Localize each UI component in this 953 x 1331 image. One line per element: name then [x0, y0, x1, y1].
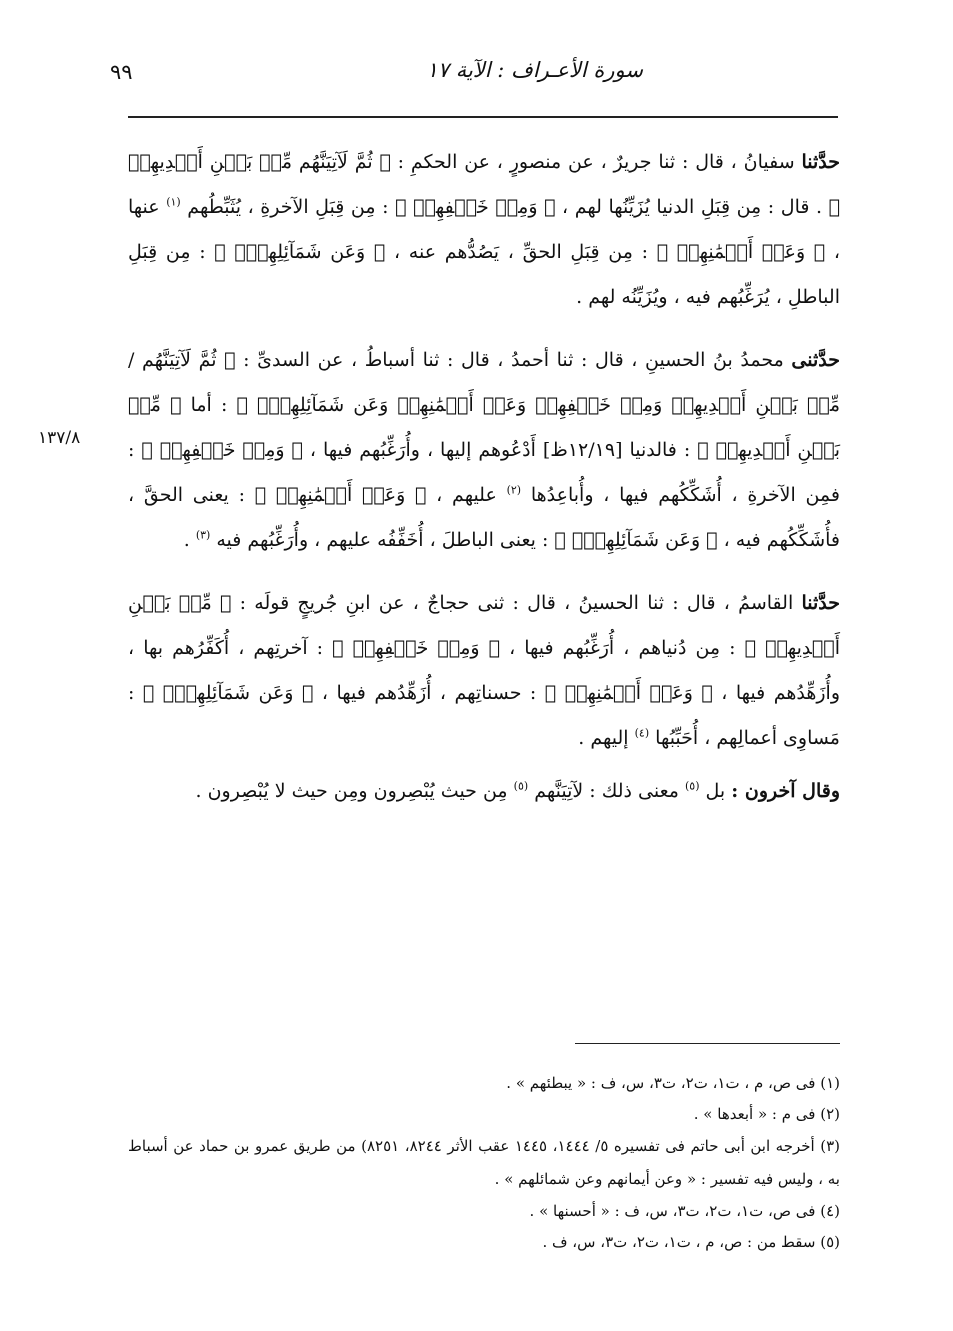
- footnote-marker[interactable]: (٣): [195, 528, 211, 542]
- paragraph-3: [128, 581, 840, 761]
- footnote-3: (٣) أخرجه ابن أبى حاتم فى تفسيره ٥/ ١٤٤٤، ١٤٤٥ عقب الأثر ٨٢٤٤، ٨٢٥١) من طريق عمرو بن حماد عن أسباط به ، وليس فيه تفسير : « وعن أيمانهم وعن شمائلهم » .: [128, 1137, 841, 1188]
- narration-lead: حدَّثنا: [801, 151, 841, 173]
- paragraph-text: عنها ، ﴿ وَعَنۡ أَيۡمَٰنِهِمۡ ﴾ : مِن قِبَلِ الحقِّ ، يَصُدُّهم عنه ، ﴿ وَعَن شَمَآئِلِهِمۡۖ ﴾ : مِن قِبَلِ الباطلِ ، يُرَغِّبُهم فيه ، ويُزَيِّنُه لهم .: [128, 196, 840, 308]
- header-divider: [128, 116, 838, 118]
- paragraph-text: محمدُ بنُ الحسينِ ، قال : ثنا أحمدُ ، قال : ثنا أسباطُ ، عن السدىِّ : ﴿ ثُمَّ لَآتِيَنَّهُم / مِّنۢ بَيۡنِ أَيۡدِيهِمۡ وَمِنۡ خَلۡفِهِمۡ وَعَنۡ أَيۡمَٰنِهِمۡ وَعَن شَمَآئِلِهِمۡۖ ﴾ : أما ﴿ مِّنۢ بَيۡنِ أَيۡدِيهِمۡ ﴾ : فالدنيا [١٢/١٩ظ] أَدْعُوهم إليها ، وأُرَغِّبُهم فيها ، ﴿ وَمِنۡ خَلۡفِهِمۡ ﴾ : فمِن الآخرةِ ، أُشَكِّكُهم فيها ، وأُباعِدُها: [128, 349, 841, 506]
- narration-lead: وقال آخرون :: [731, 780, 840, 802]
- footnote-5: (٥) سقط من : ص، م ، ت١، ت٢، ت٣، س، ف .: [542, 1233, 840, 1251]
- paragraph-text: عليهم ، ﴿ وَعَنۡ أَيۡمَٰنِهِمۡ ﴾ : يعنى الحقَّ ، فأُشَكِّكُهم فيه ، ﴿ وَعَن شَمَآئِلِهِمۡۖ ﴾ : يعنى الباطلَ ، أُخَفِّفُه عليهم ، وأُرَغِّبُهم فيه: [128, 484, 840, 551]
- footnote-2: (٢) فى م : « أبعدها » .: [693, 1105, 840, 1123]
- paragraph-1: [128, 140, 840, 320]
- footnote-marker[interactable]: (٥): [684, 779, 700, 793]
- paragraph-text: القاسمُ ، قال : ثنا الحسينُ ، قال : ثنى حجاجٌ ، عن ابنِ جُريجٍ قولَه : ﴿ مِّنۢ بَيۡنِ أَيۡدِيهِمۡ ﴾ : مِن دُنياهم ، أُرَغِّبُهم فيها ، ﴿ وَمِنۡ خَلۡفِهِمۡ ﴾ : آخرتِهم ، أُكَفِّرُهم بها ، وأُزَهِّدُهم فيها ، ﴿ وَعَنۡ أَيۡمَٰنِهِمۡ ﴾ : حسناتِهم ، أُزَهِّدُهم فيها ، ﴿ وَعَن شَمَآئِلِهِمۡۖ ﴾ : مَساوِى أعمالِهم ، أُحَبِّبُها: [128, 592, 840, 749]
- running-header: [110, 58, 833, 94]
- paragraph-text: بل: [705, 780, 726, 802]
- footnote-marker[interactable]: (٢): [506, 483, 522, 497]
- page-number: ٩٩: [110, 60, 133, 84]
- paragraph-text: إليهم .: [578, 727, 629, 749]
- footnote-divider: [575, 1043, 840, 1044]
- narration-lead: حدَّثنى: [791, 349, 840, 371]
- paragraph-text: .: [183, 529, 190, 551]
- footnote-marker[interactable]: (١): [166, 195, 181, 209]
- footnote-marker[interactable]: (٥): [513, 779, 529, 793]
- paragraph-text: معنى ذلك : لآتِيَنَّهم: [534, 780, 679, 802]
- footnote-4: (٤) فى ص، ت١، ت٢، ت٣، س، ف : « أحسنها » .: [529, 1202, 840, 1220]
- paragraph-text: مِن حيث يُبْصِرون ومِن حيث لا يُبْصِرون .: [195, 780, 508, 802]
- paragraph-text: سفيانُ ، قال : ثنا جريرٌ ، عن منصورٍ ، عن الحكمِ : ﴿ ثُمَّ لَآتِيَنَّهُم مِّنۢ بَيۡنِ أَيۡدِيهِمۡ ﴾ . قال : مِن قِبَلِ الدنيا يُزَيِّنُها لهم ، ﴿ وَمِنۡ خَلۡفِهِمۡ ﴾ : مِن قِبَلِ الآخرةِ ، يُثَبِّطُهم: [128, 151, 841, 218]
- main-text: [128, 140, 840, 822]
- paragraph-2: [128, 338, 840, 563]
- margin-volume-page-ref: ١٣٧/٨: [38, 428, 81, 448]
- surah-verse-title: سورة الأعـراف : الآية ١٧: [426, 58, 643, 82]
- footnotes: [128, 1068, 840, 1258]
- footnote-marker[interactable]: (٤): [634, 726, 650, 740]
- footnote-1: (١) فى ص، م ، ت١، ت٢، ت٣، س، ف : « يبطئهم » .: [506, 1074, 840, 1092]
- narration-lead: حدَّثنا: [801, 592, 840, 614]
- paragraph-4: [128, 769, 840, 814]
